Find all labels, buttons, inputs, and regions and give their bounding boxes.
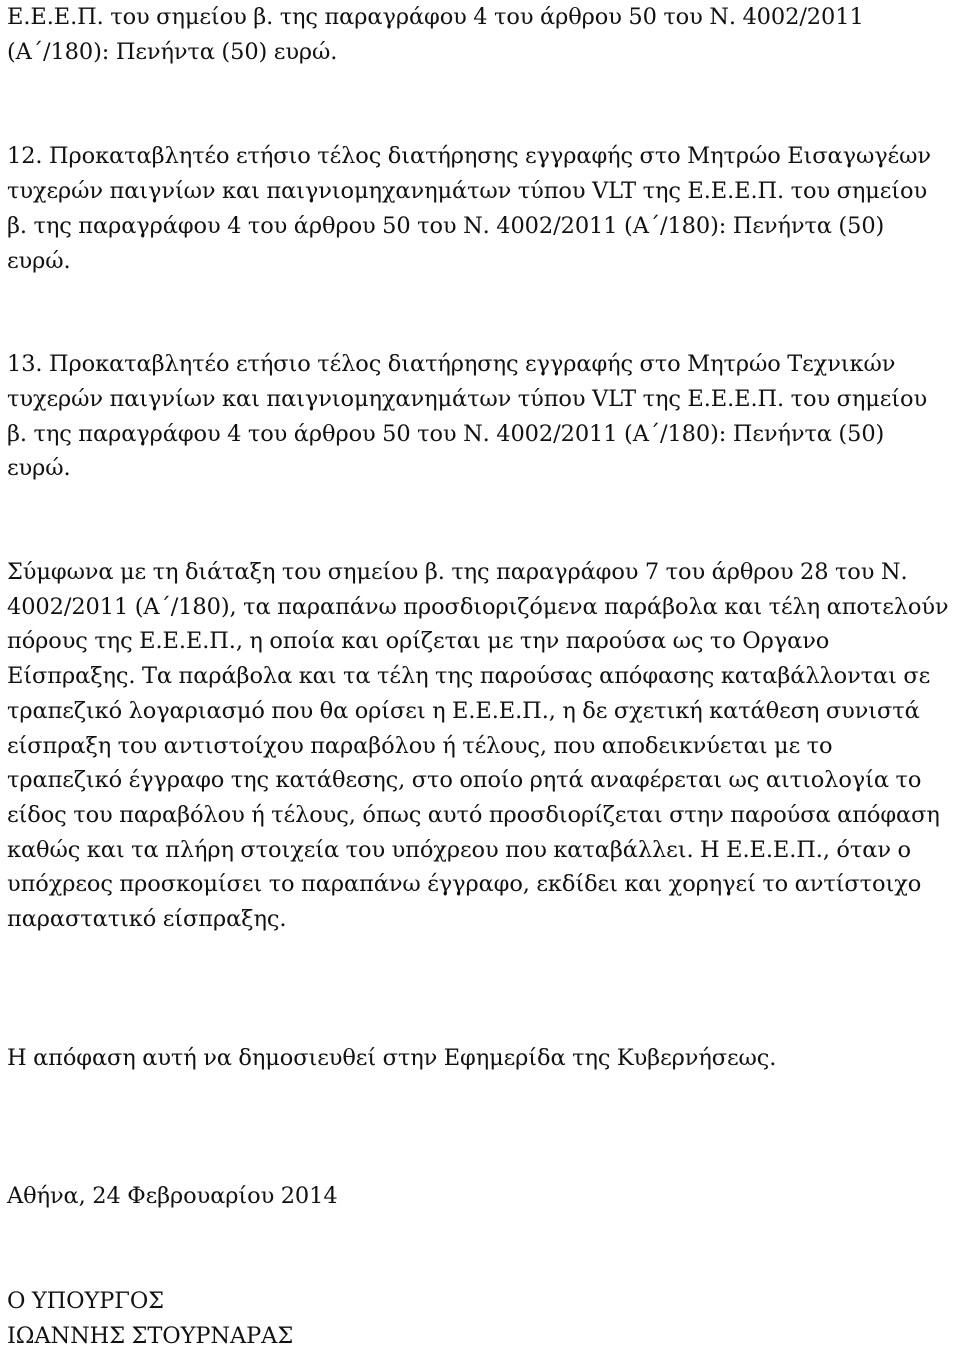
item-12-paragraph: 12. Προκαταβλητέο ετήσιο τέλος διατήρησης εγγραφής στο Μητρώο Εισαγωγέων τυχερών παιγνίων και παιγνιομηχανημάτων τύπου VLT της Ε.Ε.Ε.Π. του σημείου β. της παραγράφου 4 του άρθρου 50 του Ν. 4002/2011 (Α΄/180): Πενήντα (50) ευρώ. — [7, 143, 931, 274]
date-line: Αθήνα, 24 Φεβρουαρίου 2014 — [7, 1183, 338, 1210]
body-paragraph: Σύμφωνα με τη διάταξη του σημείου β. της παραγράφου 7 του άρθρου 28 του Ν. 4002/2011 (Α΄/180), τα παραπάνω προσδιοριζόμενα παράβολα και τέλη αποτελούν πόρους της Ε.Ε.Ε.Π., η οποία και ορίζεται με την παρούσα ως το Οργανο Είσπραξης. Τα παράβολα και τα τέλη της παρούσας απόφασης καταβάλλονται σε τραπεζικό λογαριασμό που θα ορίσει η Ε.Ε.Ε.Π., η δε σχετική κατάθεση συνιστά είσπραξη του αντιστοίχου παραβόλου ή τέλους, που αποδεικνύεται με το τραπεζικό έγγραφο της κατάθεσης, στο οποίο ρητά αναφέρεται ως αιτιολογία το είδος του παραβόλου ή τέλους, όπως αυτό προσδιορίζεται στην παρούσα απόφαση καθώς και τα πλήρη στοιχεία του υπόχρεου που καταβάλλει. Η Ε.Ε.Ε.Π., όταν ο υπόχρεος προσκομίσει το παραπάνω έγγραφο, εκδίδει και χορηγεί το αντίστοιχο παραστατικό είσπραξης. — [7, 559, 949, 933]
item-13-paragraph: 13. Προκαταβλητέο ετήσιο τέλος διατήρησης εγγραφής στο Μητρώο Τεχνικών τυχερών παιγνίων και παιγνιομηχανημάτων τύπου VLT της Ε.Ε.Ε.Π. του σημείου β. της παραγράφου 4 του άρθρου 50 του Ν. 4002/2011 (Α΄/180): Πενήντα (50) ευρώ. — [7, 351, 928, 482]
signatory-name: ΙΩΑΝΝΗΣ ΣΤΟΥΡΝΑΡΑΣ — [7, 1322, 294, 1349]
closing-statement: Η απόφαση αυτή να δημοσιευθεί στην Εφημερίδα της Κυβερνήσεως. — [7, 1044, 777, 1071]
document-page — [7, 0, 952, 1354]
lead-paragraph: Ε.Ε.Ε.Π. του σημείου β. της παραγράφου 4 του άρθρου 50 του Ν. 4002/2011 (Α΄/180): Πενήντα (50) ευρώ. — [7, 4, 864, 65]
signatory-title: Ο ΥΠΟΥΡΓΟΣ — [7, 1288, 164, 1315]
